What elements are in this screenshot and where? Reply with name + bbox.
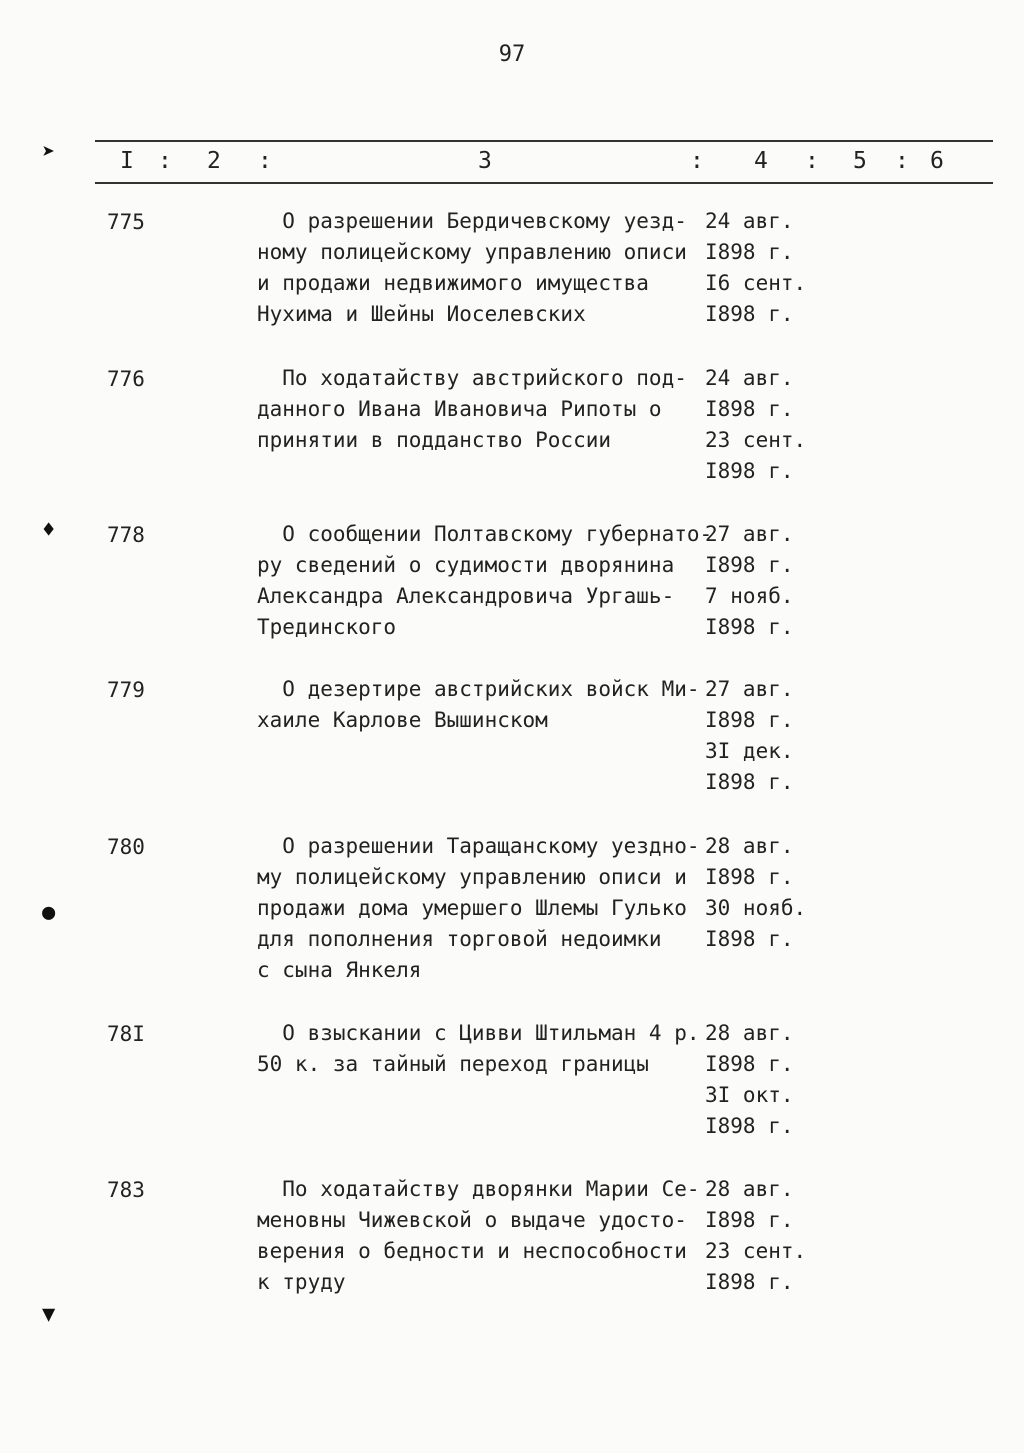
- entry-date: 3I окт.: [705, 1083, 794, 1107]
- entry-date: 27 авг.: [705, 677, 794, 701]
- entry-date: 23 сент.: [705, 428, 807, 452]
- entry-date: 27 авг.: [705, 522, 794, 546]
- entry-number: 776: [107, 367, 145, 391]
- entry-date: I898 г.: [705, 927, 794, 951]
- entry-date: 30 нояб.: [705, 896, 807, 920]
- entry-date: 24 авг.: [705, 366, 794, 390]
- entry-date: I898 г.: [705, 1270, 794, 1294]
- entry-description-line: меновны Чижевской о выдаче удосто-: [257, 1208, 687, 1232]
- entry-date: I898 г.: [705, 1208, 794, 1232]
- column-separator: :: [158, 148, 172, 174]
- margin-mark-icon: ➤: [42, 140, 56, 165]
- column-3-label: 3: [478, 148, 492, 174]
- entry-date: 28 авг.: [705, 834, 794, 858]
- entry-date: I898 г.: [705, 459, 794, 483]
- entry-description-line: По ходатайству австрийского под-: [257, 366, 687, 390]
- entry-description-line: принятии в подданство России: [257, 428, 612, 452]
- entry-date: 3I дек.: [705, 739, 794, 763]
- entry-date: I6 сент.: [705, 271, 807, 295]
- entry-description-line: и продажи недвижимого имущества: [257, 271, 649, 295]
- entry-description-line: продажи дома умершего Шлемы Гулько: [257, 896, 687, 920]
- entry-date: I898 г.: [705, 302, 794, 326]
- entry-number: 778: [107, 523, 145, 547]
- entry-date: I898 г.: [705, 397, 794, 421]
- margin-mark-icon: ●: [42, 900, 56, 925]
- column-6-label: 6: [930, 148, 944, 174]
- entry-description-line: По ходатайству дворянки Марии Се-: [257, 1177, 700, 1201]
- column-2-label: 2: [207, 148, 221, 174]
- entry-date: 7 нояб.: [705, 584, 794, 608]
- entry-description-line: О дезертире австрийских войск Ми-: [257, 677, 700, 701]
- margin-mark-icon: ♦: [42, 518, 56, 543]
- entry-date: 24 авг.: [705, 209, 794, 233]
- entry-description-line: ному полицейскому управлению описи: [257, 240, 687, 264]
- entry-date: 28 авг.: [705, 1177, 794, 1201]
- entry-description-line: хаиле Карлове Вышинском: [257, 708, 548, 732]
- entry-date: I898 г.: [705, 708, 794, 732]
- entry-date: I898 г.: [705, 770, 794, 794]
- entry-date: I898 г.: [705, 1114, 794, 1138]
- column-5-label: 5: [853, 148, 867, 174]
- entry-description-line: Трединского: [257, 615, 397, 639]
- entry-description-line: О разрешении Таращанскому уездно-: [257, 834, 700, 858]
- entry-number: 780: [107, 835, 145, 859]
- entry-date: I898 г.: [705, 615, 794, 639]
- entry-number: 775: [107, 210, 145, 234]
- entry-description-line: О сообщении Полтавскому губернато-: [257, 522, 713, 546]
- header-top-rule: [95, 140, 993, 142]
- entry-description-line: 50 к. за тайный переход границы: [257, 1052, 649, 1076]
- entry-description-line: Нухима и Шейны Иоселевских: [257, 302, 586, 326]
- column-1-label: I: [120, 148, 134, 174]
- column-separator: :: [690, 148, 704, 174]
- column-4-label: 4: [754, 148, 768, 174]
- column-separator: :: [805, 148, 819, 174]
- entry-date: 28 авг.: [705, 1021, 794, 1045]
- entry-description-line: му полицейскому управлению описи и: [257, 865, 687, 889]
- entry-description-line: для пополнения торговой недоимки: [257, 927, 662, 951]
- entry-date: I898 г.: [705, 240, 794, 264]
- column-separator: :: [258, 148, 272, 174]
- entry-description-line: с сына Янкеля: [257, 958, 422, 982]
- entry-description-line: данного Ивана Ивановича Рипоты о: [257, 397, 662, 421]
- entry-number: 779: [107, 678, 145, 702]
- entry-description-line: О взыскании с Цивви Штильман 4 р.: [257, 1021, 700, 1045]
- header-bottom-rule: [95, 182, 993, 184]
- entry-description-line: ру сведений о судимости дворянина: [257, 553, 675, 577]
- entry-description-line: О разрешении Бердичевскому уезд-: [257, 209, 687, 233]
- entry-date: I898 г.: [705, 865, 794, 889]
- entry-date: 23 сент.: [705, 1239, 807, 1263]
- page-number: 97: [498, 42, 526, 67]
- entry-description-line: верения о бедности и неспособности: [257, 1239, 687, 1263]
- entry-number: 783: [107, 1178, 145, 1202]
- margin-mark-icon: ▼: [42, 1302, 56, 1327]
- entry-number: 78I: [107, 1022, 145, 1046]
- column-separator: :: [895, 148, 909, 174]
- entry-description-line: Александра Александровича Ургашь-: [257, 584, 675, 608]
- entry-description-line: к труду: [257, 1270, 346, 1294]
- entry-date: I898 г.: [705, 1052, 794, 1076]
- entry-date: I898 г.: [705, 553, 794, 577]
